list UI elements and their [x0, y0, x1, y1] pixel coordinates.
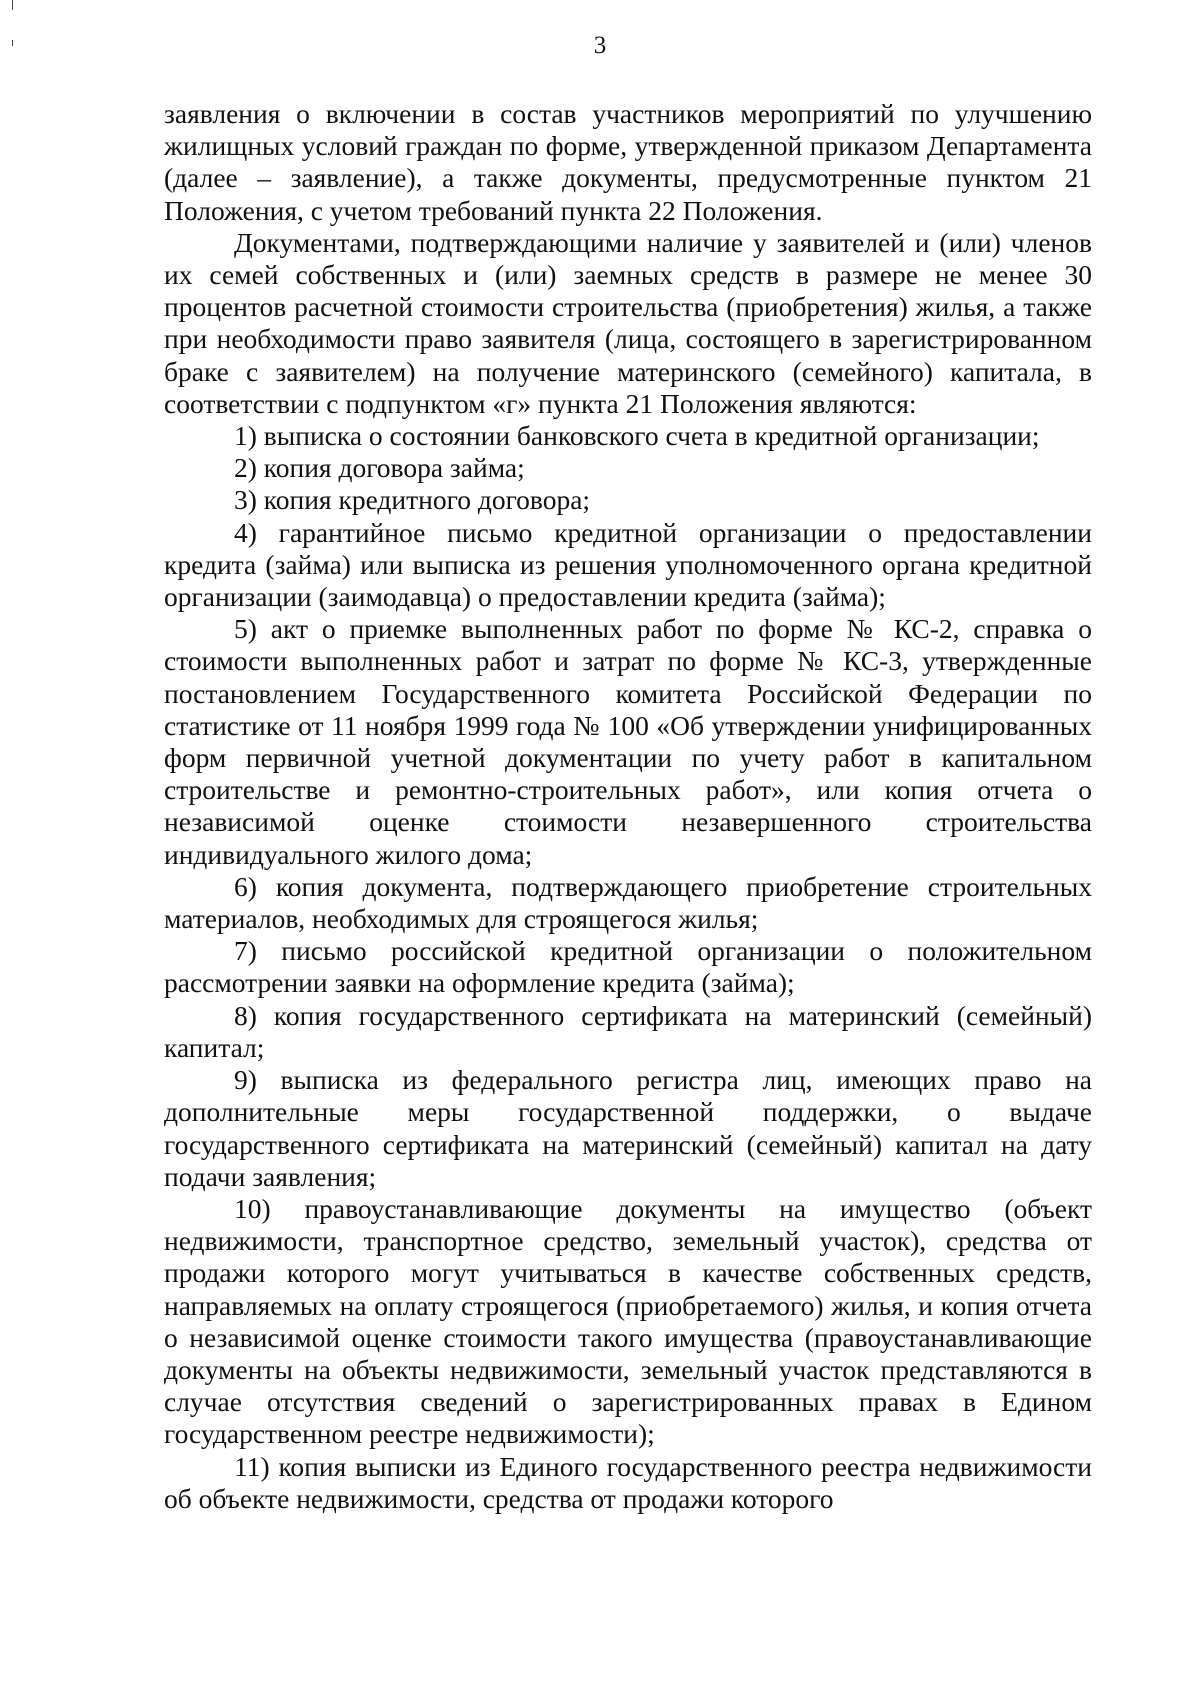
- list-item-3: 3) копия кредитного договора;: [234, 484, 591, 516]
- list-item-9: 9) выписка из федерального регистра лиц, имеющих право на дополнительные меры государственной поддержки, о выдаче государственного сертификата на материнский (семейный) капитал на дату подачи заявления;: [164, 1064, 1092, 1192]
- list-item-4: 4) гарантийное письмо кредитной организации о предоставлении кредита (займа) или выписка из решения уполномоченного органа кредитной организации (заимодавца) о предоставлении кредита (займа);: [164, 516, 1092, 613]
- document-body: [164, 98, 1092, 1515]
- paragraph-documents-list-intro: Документами, подтверждающими наличие у заявителей и (или) членов их семей собственных и (или) заемных средств в размере не менее 30 процентов расчетной стоимости строительства (приобретения) жилья, а также при необходимости право заявителя (лица, состоящего в зарегистрированном браке с заявителем) на получение материнского (семейного) капитала, в соответствии с подпунктом «г» пункта 21 Положения являются:: [164, 226, 1092, 419]
- scan-edge-mark: [12, 0, 13, 10]
- list-item-5: 5) акт о приемке выполненных работ по форме № КС-2, справка о стоимости выполненных работ и затрат по форме № КС-3, утвержденные постановлением Государственного комитета Российской Федерации по статистике от 11 ноября 1999 года № 100 «Об утверждении унифицированных форм первичной учетной документации по учету работ в капитальном строительстве и ремонтно-строительных работ», или копия отчета о независимой оценке стоимости незавершенного строительства индивидуального жилого дома;: [164, 613, 1092, 870]
- paragraph-intro: заявления о включении в состав участников мероприятий по улучшению жилищных условий граждан по форме, утвержденной приказом Департамента (далее – заявление), а также документы, предусмотренные пунктом 21 Положения, с учетом требований пункта 22 Положения.: [164, 98, 1092, 226]
- list-item-11: 11) копия выписки из Единого государственного реестра недвижимости об объекте недвижимости, средства от продажи которого: [164, 1450, 1092, 1514]
- list-item-2: 2) копия договора займа;: [234, 452, 525, 484]
- list-item-1: 1) выписка о состоянии банковского счета в кредитной организации;: [234, 420, 1040, 452]
- list-item-7: 7) письмо российской кредитной организации о положительном рассмотрении заявки на оформление кредита (займа);: [164, 935, 1092, 999]
- page-number: 3: [593, 32, 607, 59]
- list-item-6: 6) копия документа, подтверждающего приобретение строительных материалов, необходимых для строящегося жилья;: [164, 870, 1092, 935]
- list-item-8: 8) копия государственного сертификата на материнский (семейный) капитал;: [164, 999, 1092, 1063]
- list-item-10: 10) правоустанавливающие документы на имущество (объект недвижимости, транспортное средство, земельный участок), средства от продажи которого могут учитываться в качестве собственных средств, направляемых на оплату строящегося (приобретаемого) жилья, и копия отчета о независимой оценке стоимости такого имущества (правоустанавливающие документы на объекты недвижимости, земельный участок представляются в случае отсутствия сведений о зарегистрированных правах в Едином государственном реестре недвижимости);: [164, 1192, 1092, 1450]
